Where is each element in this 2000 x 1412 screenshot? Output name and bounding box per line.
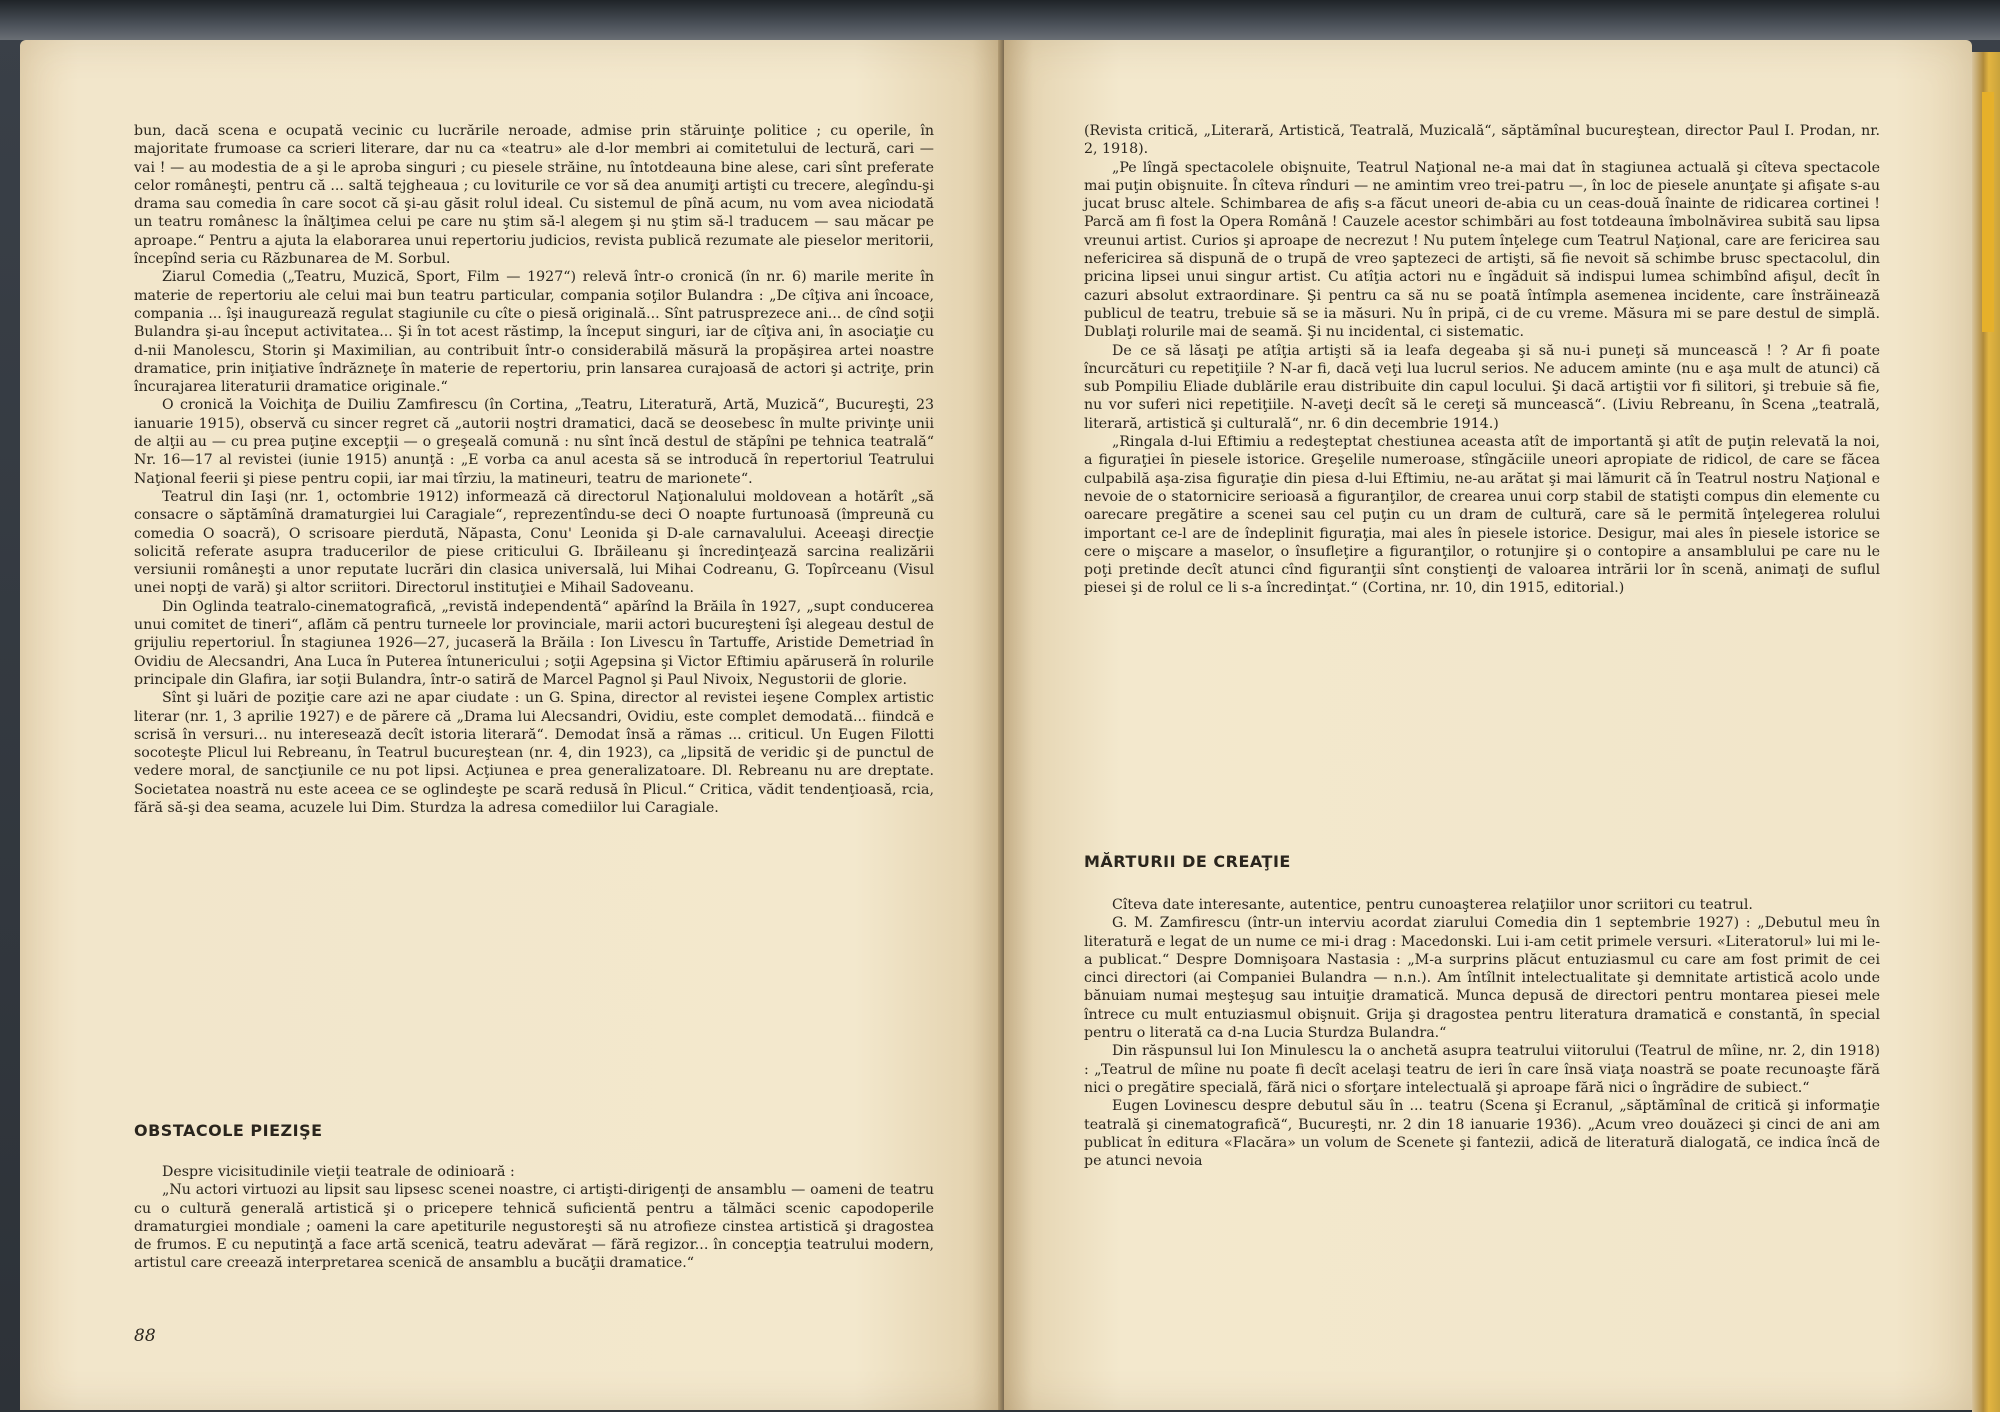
bookmark-strip: [1982, 92, 1994, 332]
paragraph: Despre vicisitudinile vieţii teatrale de odinioară :: [162, 1164, 515, 1180]
section-heading-marturii: MĂRTURII DE CREAŢIE: [1084, 852, 1291, 871]
paragraph: Teatrul din Iaşi (nr. 1, octombrie 1912) informează că directorul Naţionalului moldovean a hotărît „să consacre o săptămînă dramaturgiei lui Caragiale“, reprezentîndu-se deci O noapte furtunoasă (împreună cu comedia O soacră), O scrisoare pierdută, Năpasta, Conu' Leonida şi D-ale carnavalului. Aceeaşi direcţie solicită referate asupra traducerilor de piese criticului G. Ibrăileanu şi încredinţează sarcina realizării versiunii româneşti a unor reputate lucrări din clasica universală, lui Mihai Codreanu, G. Topîrceanu (Visul unei nopţi de vară) şi altor scriitori. Directorul instituţiei e Mihail Sadoveanu.: [134, 488, 934, 597]
left-page-bottom-text: [134, 1163, 934, 1273]
paragraph: Sînt şi luări de poziţie care azi ne apar ciudate : un G. Spina, director al revistei ieşene Complex artistic literar (nr. 1, 3 aprilie 1927) e de părere că „Drama lui Alecsandri, Ovidiu, este complet demodată... fiindcă e scrisă în versuri... nu interesează decît istoria literară“. Demodat însă a rămas ... criticul. Un Eugen Filotti socoteşte Plicul lui Rebreanu, în Teatrul bucureştean (nr. 4, din 1923), ca „lipsită de veridic şi de punctul de vedere moral, de sancţiunile ce nu pot lipsi. Acţiunea e prea generalizatoare. Dl. Rebreanu nu are dreptate. Societatea noastră nu este aceea ce se oglindeşte pe scară redusă în Plicul.“ Critica, vădit tendenţioasă, rcia, fără să-şi dea seama, acuzele lui Dim. Sturdza la adresa comediilor lui Caragiale.: [134, 690, 934, 816]
section-heading-obstacole: OBSTACOLE PIEZIŞE: [134, 1121, 323, 1140]
paragraph: Eugen Lovinescu despre debutul său în ... teatru (Scena şi Ecranul, „săptămînal de critică şi informaţie teatrală şi cinematografică“, Bucureşti, nr. 2 din 18 ianuarie 1936). „Acum vreo douăzeci şi cinci de ani am publicat în editura «Flacăra» un volum de Scenete şi fantezii, adică de literatură dialogată, ce indica încă de pe atunci nevoia: [1084, 1098, 1880, 1170]
paragraph: Ziarul Comedia („Teatru, Muzică, Sport, Film — 1927“) relevă într-o cronică (în nr. 6) marile merite în materie de repertoriu ale celui mai bun teatru particular, compania soţilor Bulandra : „De cîţiva ani încoace, compania ... îşi inaugurează regulat stagiunile cu cîte o piesă originală... Sînt patrusprezece ani... de cînd soţii Bulandra şi-au început activitatea... Şi în tot acest răstimp, la început singuri, iar de cîţiva ani, în asociaţie cu d-nii Manolescu, Storin şi Maximilian, au contribuit într-o considerabilă măsură la propăşirea artei noastre dramatice, prin iniţiative îndrăzneţe în materie de repertoriu, prin lansarea curajoasă de actori şi actriţe, prin încurajarea literaturii dramatice originale.“: [134, 269, 934, 396]
paragraph: De ce să lăsaţi pe atîţia artişti să ia leafa degeaba şi să nu-i puneţi să muncească ! ? Ar fi poate încurcături cu repetiţiile ? N-ar fi, dacă veţi lua lucrul serios. Ne aducem aminte (nu e aşa mult de atunci) că sub Pompiliu Eliade dublările erau distribuite din capul locului. Şi dacă artiştii vor fi silitori, şi trebuie să fie, nu vor suferi nici repetiţiile. N-aveţi decît să le cereţi să muncească“. (Liviu Rebreanu, în Scena „teatrală, literară, artistică şi culturală“, nr. 6 din decembrie 1914.): [1084, 342, 1880, 432]
right-page: [1004, 40, 1972, 1410]
left-page: [20, 40, 1002, 1410]
right-page-bottom-text: [1084, 896, 1880, 1170]
paragraph: G. M. Zamfirescu (într-un interviu acordat ziarului Comedia din 1 septembrie 1927) : „Debutul meu în literatură e legat de un nume ce mi-i drag : Macedonski. Lui i-am cetit primele versuri. «Literatorul» lui mi le-a publicat.“ Despre Domnişoara Nastasia : „M-a surprins plăcut entuziasmul cu care am fost primit de cei cinci directori (ai Companiei Bulandra — n.n.). Am întîlnit intelectualitate şi demnitate artistică acolo unde bănuiam numai meşteşug sau intuiţie dramatică. Munca depusă de directori pentru montarea piesei mele întrece cu mult entuziasmul obişnuit. Grija şi dragostea pentru literatura dramatică e constantă, în special pentru o literată ca d-na Lucia Sturdza Bulandra.“: [1084, 915, 1880, 1042]
paragraph: bun, dacă scena e ocupată vecinic cu lucrările neroade, admise prin stăruinţe politice ; cu operile, în majoritate frumoase ca scrieri literare, dar nu ca «teatru» ale d-lor membri ai comitetului de lectură, cari — vai ! — au modestia de a şi le aproba singuri ; cu piesele străine, nu întotdeauna bine alese, cari sînt preferate celor româneşti, pentru că ... saltă tejgheaua ; cu loviturile ce vor să dea anumiţi artişti cu trecere, alegîndu-şi drama sau comedia în care socot că şi-au găsit rolul ideal. Cu sistemul de pînă acum, nu vom avea niciodată un teatru românesc la înălţimea celui pe care nu ştim să-l alegem şi nu ştim să-l traducem — sau măcar pe aproape.“ Pentru a ajuta la elaborarea unui repertoriu judicios, revista publică rezumate ale pieselor meritorii, începînd seria cu Răzbunarea de M. Sorbul.: [134, 123, 934, 268]
paragraph: Din Oglinda teatralo-cinematografică, „revistă independentă“ apărînd la Brăila în 1927, „supt conducerea unui comitet de tineri“, aflăm că pentru turneele lor provinciale, marii actori bucureşteni îşi alegeau destul de grijuliu repertoriul. În stagiunea 1926—27, jucaseră la Brăila : Ion Livescu în Tartuffe, Aristide Demetriad în Ovidiu de Alecsandri, Ana Luca în Puterea întunericului ; soţii Agepsina şi Victor Eftimiu apăruseră în rolurile principale din Glafira, iar soţii Bulandra, într-o satiră de Marcel Pagnol şi Paul Nivoix, Negustorii de glorie.: [134, 598, 934, 688]
right-page-top-text: [1084, 122, 1880, 598]
paragraph: „Nu actori virtuozi au lipsit sau lipsesc scenei noastre, ci artişti-dirigenţi de ansamblu — oameni de teatru cu o cultură generală artistică şi o pricepere tehnică suficientă pentru a tălmăci scenic capodoperile dramaturgiei mondiale ; oameni la care apetiturile negustoreşti să nu atrofieze cinstea artistică şi dragostea de frumos. E cu neputinţă a face artă scenică, teatru adevărat — fără regizor... în concepţia teatrului modern, artistul care creează interpretarea scenică de ansamblu a bucăţii dramatice.“: [134, 1182, 934, 1272]
paragraph: O cronică la Voichiţa de Duiliu Zamfirescu (în Cortina, „Teatru, Literatură, Artă, Muzică“, Bucureşti, 23 ianuarie 1915), observă cu sincer regret că „autorii noştri dramatici, dacă se deosebesc în multe privinţe unii de alţii au — cu prea puţine excepţii — o greşeală comună : nu sînt încă destul de stăpîni pe tehnica teatrală“ Nr. 16—17 al revistei (iunie 1915) anunţă : „E vorba ca anul acesta să se introducă în repertoriul Teatrului Naţional feerii şi piese pentru copii, iar mai tîrziu, la matineuri, teatru de marionete“.: [134, 397, 934, 487]
book-cover-edge: [0, 0, 2000, 40]
left-page-top-text: [134, 122, 934, 817]
paragraph: (Revista critică, „Literară, Artistică, Teatrală, Muzicală“, săptămînal bucureştean, director Paul I. Prodan, nr. 2, 1918).: [1084, 123, 1880, 158]
page-edges: [1972, 52, 2000, 1412]
paragraph: „Ringala d-lui Eftimiu a redeşteptat chestiunea aceasta atît de importantă şi atît de puţin relevată la noi, a figuraţiei în piesele istorice. Greşelile numeroase, stîngăciile uneori apropiate de ridicol, de care se făcea culpabilă aşa-zisa figuraţie din piesa d-lui Eftimiu, ne-au arătat şi mai lămurit că în Teatrul nostru Naţional e nevoie de o statornicire serioasă a figuranţilor, de crearea unui corp stabil de statişti compus din elemente cu oarecare pregătire a scenei sau cel puţin cu un dram de cultură, care să le permită înţelegerea rolului important ce-l are de îndeplinit figuraţia, mai ales în piesele istorice. Desigur, mai ales în piesele istorice se cere o mişcare a maselor, o însufleţire a figuranţilor, o rotunjire şi o contopire a ansamblului pe care nu le poţi pretinde decît atunci cînd figuranţii sînt conştienţi de valoarea intrării lor în scenă, animaţi de suflul piesei şi de rolul ce li s-a încredinţat.“ (Cortina, nr. 10, din 1915, editorial.): [1084, 434, 1880, 597]
paragraph: „Pe lîngă spectacolele obişnuite, Teatrul Naţional ne-a mai dat în stagiunea actuală şi cîteva spectacole mai puţin obişnuite. În cîteva rînduri — ne amintim vreo trei-patru —, în loc de piesele anunţate şi afişate s-au jucat brusc altele. Schimbarea de afiş s-a făcut uneori de-abia cu un ceas-două înainte de ridicarea cortinei ! Parcă am fi fost la Opera Română ! Cauzele acestor schimbări au fost totdeauna îmbolnăvirea subită sau lipsa vreunui artist. Curios şi aproape de necrezut ! Nu putem înţelege cum Teatrul Naţional, care are fericirea sau nefericirea să dispună de o trupă de vreo şaptezeci de artişti, să fie nevoit să schimbe brusc spectacolul, din pricina lipsei unui singur artist. Cu atîţia actori nu e îngăduit să indispui lumea schimbînd afişul, decît în cazuri absolut extraordinare. Şi pentru ca să nu se poată întîmpla asemenea incidente, care înstrăinează publicul de teatru, trebuie să se ia măsuri. Nu în pripă, ci de cu vreme. Măsura mi se pare destul de simplă. Dublaţi rolurile mai de seamă. Şi nu incidental, ci sistematic.: [1084, 159, 1880, 341]
page-number: 88: [134, 1326, 156, 1346]
paragraph: Din răspunsul lui Ion Minulescu la o anchetă asupra teatrului viitorului (Teatrul de mîine, nr. 2, din 1918) : „Teatrul de mîine nu poate fi decît acelaşi teatru de ieri în care însă viaţa noastră se poate recunoaşte fără nici o pregătire specială, fără nici o sforţare intelectuală şi aproape fără nici o îngrădire de subiect.“: [1084, 1043, 1880, 1096]
paragraph: Cîteva date interesante, autentice, pentru cunoaşterea relaţiilor unor scriitori cu teatrul.: [1112, 897, 1753, 913]
